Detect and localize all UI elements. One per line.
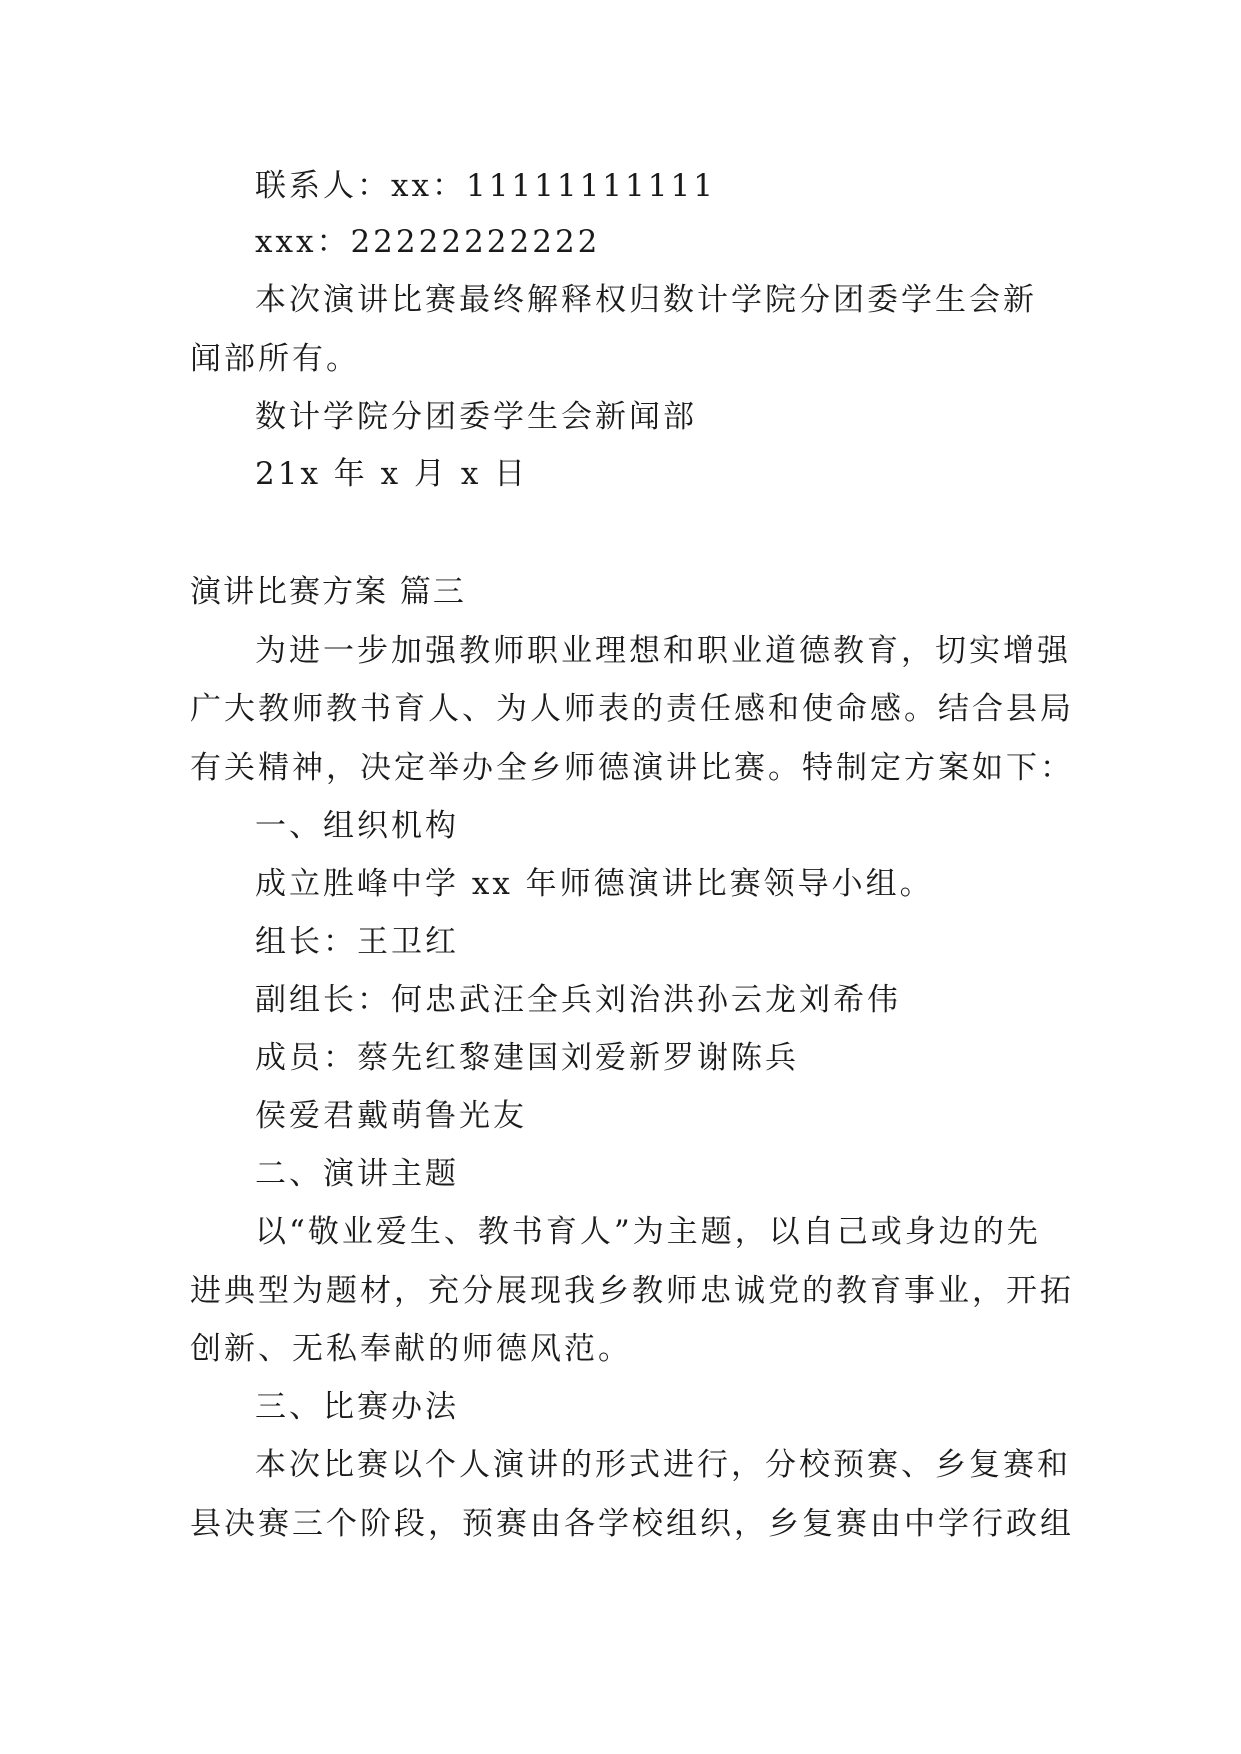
part1-members: 成员：蔡先红黎建国刘爱新罗谢陈兵	[255, 1040, 799, 1076]
part1-members-2: 侯爱君戴萌鲁光友	[255, 1098, 527, 1134]
part1-line-1: 成立胜峰中学 xx 年师德演讲比赛领导小组。	[255, 866, 934, 902]
section-title: 演讲比赛方案 篇三	[190, 574, 466, 610]
rights-line-1: 本次演讲比赛最终解释权归数计学院分团委学生会新	[255, 282, 1037, 318]
part1-heading: 一、组织机构	[255, 808, 459, 844]
intro-line-3: 有关精神，决定举办全乡师德演讲比赛。特制定方案如下：	[190, 750, 1074, 786]
part2-line-3: 创新、无私奉献的师德风范。	[190, 1331, 632, 1367]
part1-leader: 组长：王卫红	[255, 924, 459, 960]
part2-heading: 二、演讲主题	[255, 1156, 459, 1192]
signature-org: 数计学院分团委学生会新闻部	[255, 399, 697, 435]
rights-line-2: 闻部所有。	[190, 341, 360, 377]
part3-line-1: 本次比赛以个人演讲的形式进行，分校预赛、乡复赛和	[255, 1447, 1071, 1483]
part1-deputy: 副组长：何忠武汪全兵刘治洪孙云龙刘希伟	[255, 982, 901, 1018]
intro-line-2: 广大教师教书育人、为人师表的责任感和使命感。结合县局	[190, 691, 1074, 727]
part3-heading: 三、比赛办法	[255, 1389, 459, 1425]
part2-line-1: 以“敬业爱生、教书育人”为主题，以自己或身边的先	[255, 1214, 1041, 1250]
contact-line-2: xxx：22222222222	[255, 224, 601, 260]
contact-line-1: 联系人：xx：11111111111	[255, 168, 716, 204]
part3-line-2: 县决赛三个阶段，预赛由各学校组织，乡复赛由中学行政组	[190, 1506, 1074, 1542]
signature-date: 21x 年 x 月 x 日	[255, 456, 529, 492]
part2-line-2: 进典型为题材，充分展现我乡教师忠诚党的教育事业，开拓	[190, 1273, 1074, 1309]
intro-line-1: 为进一步加强教师职业理想和职业道德教育，切实增强	[255, 633, 1071, 669]
